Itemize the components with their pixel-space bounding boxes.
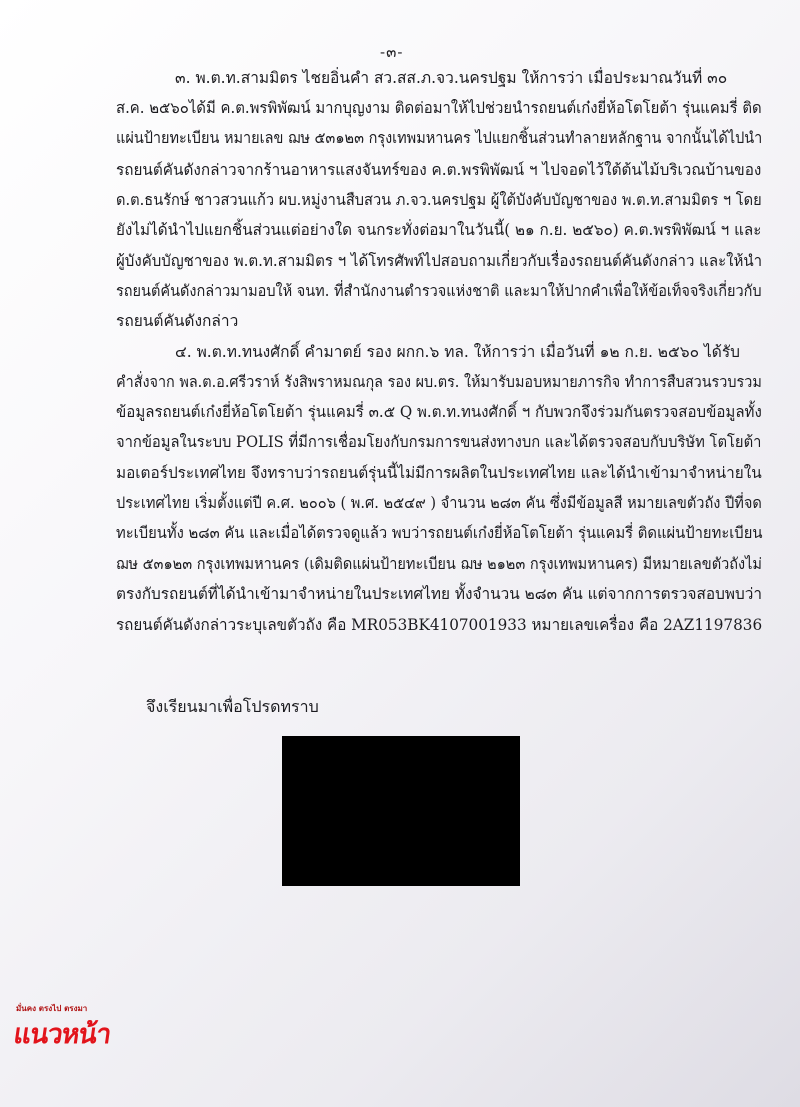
paragraph-3-line: รถยนต์คันดังกล่าวจากร้านอาหารแสงจันทร์ของ ค.ต.พรพิพัฒน์ ฯ ไปจอดไว้ใต้ต้นไม้บริเวณบ้านของ <box>116 161 762 179</box>
newspaper-watermark <box>11 1002 174 1052</box>
paragraph-3-line: รถยนต์คันดังกล่าว <box>116 312 239 330</box>
paragraph-4-line: มอเตอร์ประเทศไทย จึงทราบว่ารถยนต์รุ่นนี้ไม่มีการผลิตในประเทศไทย และได้นำเข้ามาจำหน่ายใน <box>116 464 762 482</box>
paragraph-3-line: ๓. พ.ต.ท.สามมิตร ไชยอิ่นคำ สว.สส.ภ.จว.นครปฐม ให้การว่า เมื่อประมาณวันที่ ๓๐ <box>175 69 728 87</box>
paragraph-4-line: รถยนต์คันดังกล่าวระบุเลขตัวถัง คือ MR053BK4107001933 หมายเลขเครื่อง คือ 2AZ1197836 <box>116 616 763 634</box>
paragraph-4-line: ข้อมูลรถยนต์เก๋งยี่ห้อโตโยต้า รุ่นแคมรี่ ๓.๕ Q พ.ต.ท.ทนงศักดิ์ ฯ กับพวกจึงร่วมกันตรวจสอบข้อมูลทั้ง <box>116 403 762 421</box>
paragraph-4-line: ทะเบียนทั้ง ๒๘๓ คัน และเมื่อได้ตรวจดูแล้ว พบว่ารถยนต์เก๋งยี่ห้อโตโยต้า รุ่นแคมรี่ ติดแผ่นป้ายทะเบียน <box>116 524 763 542</box>
paragraph-4-line: ตรงกับรถยนต์ที่ได้นำเข้ามาจำหน่ายในประเทศไทย ทั้งจำนวน ๒๘๓ คัน แต่จากการตรวจสอบพบว่า <box>116 585 762 603</box>
paragraph-3-line: ยังไม่ได้นำไปแยกชิ้นส่วนแต่อย่างใด จนกระทั่งต่อมาในวันนี้( ๒๑ ก.ย. ๒๕๖๐) ค.ต.พรพิพัฒน์ ฯ และ <box>116 221 762 239</box>
paragraph-3-line: รถยนต์คันดังกล่าวมามอบให้ จนท. ที่สำนักงานตำรวจแห่งชาติ และมาให้ปากคำเพื่อให้ข้อเท็จจริงเกี่ยวกับ <box>116 282 762 300</box>
paragraph-4-line: จากข้อมูลในระบบ POLIS ที่มีการเชื่อมโยงกับกรมการขนส่งทางบก และได้ตรวจสอบกับบริษัท โตโยต้า <box>116 433 762 451</box>
paragraph-4-line: คำสั่งจาก พล.ต.อ.ศรีวราห์ รังสิพราหมณกุล รอง ผบ.ตร. ให้มารับมอบหมายภารกิจ ทำการสืบสวนรวบรวม <box>116 373 762 391</box>
closing-line: จึงเรียนมาเพื่อโปรดทราบ <box>146 697 319 716</box>
paragraph-4-line: ฌษ ๕๓๑๒๓ กรุงเทพมหานคร (เดิมติดแผ่นป้ายทะเบียน ฌษ ๒๑๒๓ กรุงเทพมหานคร) มีหมายเลขตัวถังไม่ <box>116 555 763 573</box>
paragraph-3-line: ส.ค. ๒๕๖๐ได้มี ค.ต.พรพิพัฒน์ มากบุญงาม ติดต่อมาให้ไปช่วยนำรถยนต์เก๋งยี่ห้อโตโยต้า รุ่นแคมรี่ ติด <box>116 99 762 117</box>
paragraph-3-line: แผ่นป้ายทะเบียน หมายเลข ฌษ ๕๓๑๒๓ กรุงเทพมหานคร ไปแยกชิ้นส่วนทำลายหลักฐาน จากนั้นได้ไปนำ <box>116 129 763 147</box>
redacted-signature-block <box>282 736 520 886</box>
watermark-tagline: มั่นคง ตรงไป ตรงมา <box>16 1004 88 1013</box>
paragraph-4-line: ๔. พ.ต.ท.ทนงศักดิ์ คำมาตย์ รอง ผกก.๖ ทล. ให้การว่า เมื่อวันที่ ๑๒ ก.ย. ๒๕๖๐ ได้รับ <box>175 343 741 361</box>
paragraph-3-line: ด.ต.ธนรักษ์ ชาวสวนแก้ว ผบ.หมู่งานสืบสวน ภ.จว.นครปฐม ผู้ใต้บังคับบัญชาของ พ.ต.ท.สามมิตร ฯ โดย <box>116 191 762 209</box>
paragraph-3-line: ผู้บังคับบัญชาของ พ.ต.ท.สามมิตร ฯ ได้โทรศัพท์ไปสอบถามเกี่ยวกับเรื่องรถยนต์คันดังกล่าว และให้นำ <box>116 252 763 270</box>
watermark-logo: แนวหน้า <box>11 1019 113 1050</box>
page-number: -๓- <box>380 43 404 61</box>
paragraph-4-line: ประเทศไทย เริ่มตั้งแต่ปี ค.ศ. ๒๐๐๖ ( พ.ศ. ๒๕๔๙ ) จำนวน ๒๘๓ คัน ซึ่งมีข้อมูลสี หมายเลขตัวถัง ปีที่จด <box>116 494 762 512</box>
